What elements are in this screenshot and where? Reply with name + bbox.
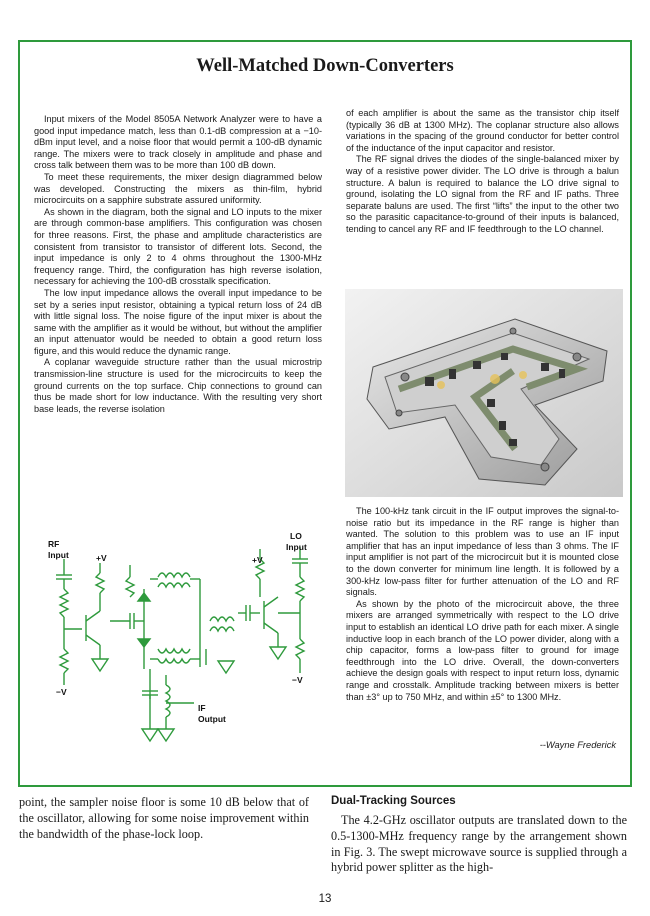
sidebar-box xyxy=(18,40,632,787)
paragraph: As shown in the diagram, both the signal and LO inputs to the mixer are through common-base amplifiers. This configuration was chosen for three reasons. First, the phase and amplitude characteristics are consistent from transistor to transistor of different lots. Second, the input impedance is only 2 to 4 ohms throughout the 1300-MHz frequency range. Third, the configuration has high reverse isolation, necessary for achieving the 100-dB crosstalk specification. xyxy=(34,206,322,287)
body-right-text xyxy=(331,813,627,876)
section-heading: Dual-Tracking Sources xyxy=(331,795,456,807)
paragraph: To meet these requirements, the mixer design diagrammed below was developed. Constructing the mixers as thin-film, hybrid microcircuits on a sapphire substrate assured uniformity. xyxy=(34,171,322,206)
if-label: IF xyxy=(198,703,206,713)
sidebar-title: Well-Matched Down-Converters xyxy=(196,56,454,76)
paragraph: A coplanar waveguide structure rather than the usual microstrip transmission-line structure is used for the microcircuits to keep the ground currents on the top surface. Chip connections to ground can thus be made short for low inductance. With the resulting very short base leads, the reverse isolation xyxy=(34,357,322,414)
right-column-bottom xyxy=(346,506,619,703)
microcircuit-photo xyxy=(345,289,623,497)
rf-input-label: Input xyxy=(48,550,69,560)
lo-label: LO xyxy=(290,531,302,541)
body-left-text xyxy=(19,795,309,842)
rf-label: RF xyxy=(48,539,60,549)
paragraph: Input mixers of the Model 8505A Network Analyzer were to have a good input impedance match, less than 0.1-dB compression at a −10-dBm input level, and a noise floor that would permit a 100-dB dynamic range. The mixers were to track closely in amplitude and phase and cross talk between them was to be more than 100 dB down. xyxy=(34,114,322,171)
paragraph: point, the sampler noise floor is some 10 dB below that of the oscillator, allowing for some noise improvement within the bandwidth of the phase-lock loop. xyxy=(19,795,309,841)
paragraph: The 4.2-GHz oscillator outputs are translated down to the 0.5-1300-MHz frequency range by the arrangement shown in Fig. 3. The swept microwave source is supplied through a hybrid power splitter as the high- xyxy=(331,813,627,875)
paragraph: of each amplifier is about the same as the transistor chip itself (typically 36 dB at 1300 MHz). The coplanar structure also allows variations in the spacing of the ground conductor for better control of the inductance of the input capacitor and resistor. xyxy=(346,108,619,153)
paragraph: The low input impedance allows the overall input impedance to be set by a series input resistor, obtaining a typical return loss of 24 dB with little signal loss. The noise figure of the input mixer is about the same with the amplifier as it would be without, but without the amplifier an input attenuator would be needed to obtain a good return loss figure, and this would reduce the dynamic range. xyxy=(34,287,322,356)
mixer-schematic xyxy=(34,489,322,751)
paragraph: The 100-kHz tank circuit in the IF output improves the signal-to-noise ratio but its impedance in the RF range is higher than wanted. The solution to this problem was to use an IF input amplifier that has an input impedance of less than 3 ohms. The IF input amplifier is not part of the microcircuit but it is mounted close to the down converter for minimum line length. It is followed by a 300-kHz low-pass filter for further attenuation of the LO and RF signals. xyxy=(346,506,619,598)
author-signature: --Wayne Frederick xyxy=(539,740,616,750)
minus-v-right: −V xyxy=(292,675,303,685)
minus-v-left: −V xyxy=(56,687,67,697)
paragraph: The RF signal drives the diodes of the single-balanced mixer by way of a resistive power divider. The LO drive is through a balun structure. A balun is required to balance the LO drive signal to ground, isolating the LO signal from the RF and IF paths. Three separate baluns are used. The first “lifts” the input to the other two so the parasitic capacitance-to-ground of their inputs is balanced, tending to cancel any RF and IF feedthrough to the LO channel. xyxy=(346,154,619,234)
right-column-top xyxy=(346,108,619,236)
left-column xyxy=(34,114,322,415)
plus-v-left: +V xyxy=(96,553,107,563)
lo-input-label: Input xyxy=(286,542,307,552)
plus-v-right: +V xyxy=(252,555,263,565)
if-output-label: Output xyxy=(198,714,226,724)
paragraph: As shown by the photo of the microcircuit above, the three mixers are arranged symmetrically with respect to the LO drive input to establish an identical LO drive path for each mixer. A single inductive loop in each branch of the LO power divider, along with a chip capacitor, forms a low-pass filter to ground for image feedthrough into the LO drive. Overall, the down-converters achieve the design goals with respect to input return loss, dynamic range and crosstalk. Amplitude tracking between mixers is better than ±3° up to 750 MHz, and within ±5° to 1300 MHz. xyxy=(346,598,619,702)
page-number: 13 xyxy=(318,893,332,905)
